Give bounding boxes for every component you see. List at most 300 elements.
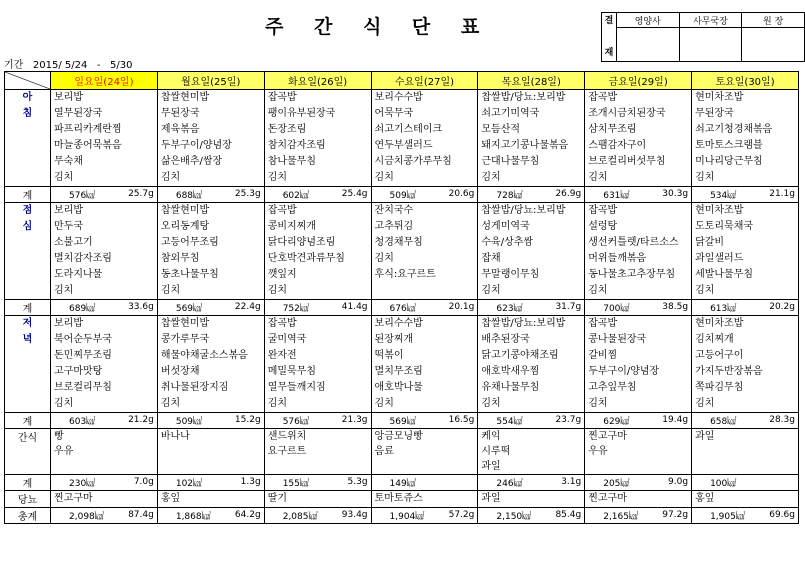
breakfast-cell — [478, 90, 585, 187]
menu-item: 보리밥 — [54, 92, 83, 103]
protein: 57.2g — [448, 510, 475, 520]
snack_nut-cell — [371, 475, 478, 491]
dinner-cell — [585, 316, 692, 413]
calories: 2,085㎉ — [282, 511, 318, 522]
menu-item: 된장찌개 — [374, 334, 414, 345]
total_nut-cell — [264, 508, 371, 524]
approval-box — [601, 12, 805, 62]
menu-item: 두부구이/양념장 — [160, 140, 232, 151]
breakfast_nut-row — [5, 187, 799, 203]
menu-item: 애호박새우찜 — [481, 366, 540, 377]
protein: 87.4g — [128, 510, 154, 520]
menu-item: 김치 — [54, 398, 74, 409]
calories: 576㎉ — [282, 416, 309, 427]
snack_nut-cell — [51, 475, 158, 491]
menu-item: 멸치감자조림 — [54, 253, 112, 264]
calories: 1,904㎉ — [389, 511, 425, 522]
menu-item: 취나물된장지짐 — [160, 382, 229, 393]
protein: 69.6g — [769, 510, 795, 520]
calories: 509㎉ — [389, 190, 416, 201]
lunch-cell — [692, 203, 799, 300]
breakfast_nut-cell — [157, 187, 264, 203]
corner-cell — [5, 72, 51, 90]
total_nut-cell — [585, 508, 692, 524]
menu-item: 김치 — [588, 285, 608, 296]
protein: 23.7g — [555, 415, 582, 425]
menu-item: 깻잎지 — [267, 269, 297, 280]
menu-item: 김치 — [481, 172, 501, 183]
protein: 22.4g — [234, 302, 261, 312]
protein: 20.2g — [769, 302, 795, 312]
snack_nut-cell — [478, 475, 585, 491]
breakfast_nut-cell — [692, 187, 799, 203]
calories: 569㎉ — [389, 416, 416, 427]
snack_nut-label: 계 — [5, 475, 51, 491]
protein: 1.3g — [240, 477, 261, 487]
approval-header: 원 장 — [742, 13, 805, 28]
calories: 728㎉ — [496, 190, 523, 201]
dinner_nut-cell — [692, 413, 799, 429]
total_nut-cell — [157, 508, 264, 524]
calories: 149㎉ — [389, 478, 416, 489]
snack-item — [51, 459, 157, 474]
menu-item: 배추된장국 — [481, 334, 530, 345]
menu-item: 무된장국 — [695, 108, 734, 119]
calories: 100㎉ — [710, 478, 737, 489]
calories: 1,905㎉ — [710, 511, 745, 522]
snack-item: 앙금모닝빵 — [374, 431, 423, 442]
menu-item: 동나물초고추장무침 — [588, 269, 676, 280]
snack-item: 찐고구마 — [588, 431, 627, 442]
approval-side-label: 결 재 — [602, 13, 617, 62]
menu-item: 현미차조밥 — [695, 92, 744, 103]
menu-item: 도라지나물 — [54, 269, 103, 280]
dinner-cell — [692, 316, 799, 413]
menu-item: 김치 — [481, 398, 501, 409]
calories: 205㎉ — [603, 478, 630, 489]
snack-item — [372, 459, 478, 474]
menu-item: 조개시금치된장국 — [588, 108, 666, 119]
diabetic-cell — [157, 491, 264, 508]
menu-item: 마늘종어묵볶음 — [54, 140, 122, 151]
menu-item: 닭고기콩야채조림 — [481, 350, 559, 361]
menu-item: 설렁탕 — [588, 221, 618, 232]
menu-item: 고추잎무침 — [588, 382, 637, 393]
lunch_nut-row — [5, 300, 799, 316]
protein: 19.4g — [662, 415, 689, 425]
day-header: 화요일(26일) — [264, 72, 371, 90]
protein: 21.1g — [769, 189, 795, 199]
diabetic-item: 딸기 — [267, 493, 288, 504]
lunch-row — [5, 203, 799, 300]
calories: 155㎉ — [282, 478, 309, 489]
menu-item: 돈장조림 — [267, 124, 307, 135]
calories: 1,868㎉ — [175, 511, 211, 522]
menu-item: 찹쌀밥/당뇨:보리밥 — [481, 318, 566, 329]
menu-item: 토마토스크램블 — [695, 140, 763, 151]
protein: 41.4g — [341, 302, 368, 312]
period-line — [4, 56, 132, 71]
diabetic-item: 찐고구마 — [588, 493, 627, 504]
protein: 21.3g — [341, 415, 368, 425]
menu-item: 갈비찜 — [588, 350, 618, 361]
diabetic-item: 찐고구마 — [54, 493, 93, 504]
lunch-cell — [478, 203, 585, 300]
menu-item: 오리동계탕 — [160, 221, 210, 232]
menu-item: 쇠고기미역국 — [481, 108, 540, 119]
lunch_nut-cell — [264, 300, 371, 316]
menu-item: 시금치콩가루무침 — [374, 156, 452, 167]
snack-cell — [157, 429, 264, 475]
calories: 230㎉ — [69, 478, 96, 489]
menu-item: 성게미역국 — [481, 221, 530, 232]
snack-item: 과일 — [695, 431, 715, 442]
menu-item: 청경채무침 — [374, 237, 423, 248]
dinner_nut-cell — [264, 413, 371, 429]
snack-cell — [478, 429, 585, 475]
menu-item: 브로컬리무침 — [54, 382, 112, 393]
lunch-cell — [371, 203, 478, 300]
menu-item: 김치 — [695, 285, 715, 296]
snack-item: 과일 — [481, 461, 501, 472]
breakfast_nut-label: 계 — [5, 187, 51, 203]
day-header-row — [5, 72, 799, 90]
menu-item: 고구마맛탕 — [54, 366, 103, 377]
breakfast_nut-cell — [264, 187, 371, 203]
menu-item: 현미차조밥 — [695, 205, 744, 216]
menu-item: 완자전 — [267, 350, 297, 361]
menu-item: 김치 — [588, 398, 608, 409]
protein: 16.5g — [448, 415, 475, 425]
menu-item: 김치 — [695, 172, 715, 183]
snack-item: 음료 — [374, 446, 394, 457]
menu-item: 근대나물무침 — [481, 156, 540, 167]
total_nut-label: 총계 — [5, 508, 51, 524]
menu-item: 팽이유부된장국 — [267, 108, 336, 119]
calories: 688㎉ — [175, 190, 203, 201]
menu-item: 삶은배추/쌈장 — [160, 156, 223, 167]
calories: 623㎉ — [496, 303, 523, 314]
menu-item: 굴미역국 — [267, 334, 307, 345]
calories: 603㎉ — [69, 416, 96, 427]
lunch_nut-cell — [371, 300, 478, 316]
menu-item: 열무된장국 — [54, 108, 103, 119]
dinner-cell — [264, 316, 371, 413]
dinner_nut-cell — [371, 413, 478, 429]
lunch-label: 점 심 — [5, 203, 51, 300]
lunch_nut-label: 계 — [5, 300, 51, 316]
total_nut-cell — [371, 508, 478, 524]
snack-cell — [692, 429, 799, 475]
menu-item: 쪽파김무침 — [695, 382, 744, 393]
breakfast-row — [5, 90, 799, 187]
lunch_nut-cell — [157, 300, 264, 316]
menu-item: 단호박견과류무침 — [267, 253, 345, 264]
lunch_nut-cell — [478, 300, 585, 316]
snack_nut-cell — [264, 475, 371, 491]
lunch_nut-cell — [692, 300, 799, 316]
menu-item: 제육볶음 — [160, 124, 200, 135]
menu-item — [372, 283, 478, 299]
menu-item: 찹쌀현미밥 — [160, 205, 210, 216]
lunch_nut-cell — [51, 300, 158, 316]
menu-item: 김치 — [695, 398, 715, 409]
menu-item: 파프리카계란찜 — [54, 124, 122, 135]
snack_nut-row — [5, 475, 799, 491]
breakfast-cell — [692, 90, 799, 187]
period-label: 기간 — [4, 60, 24, 71]
lunch-cell — [157, 203, 264, 300]
dinner_nut-cell — [157, 413, 264, 429]
breakfast-cell — [51, 90, 158, 187]
menu-item: 가지두반장볶음 — [695, 366, 763, 377]
menu-item: 김치 — [374, 172, 394, 183]
dinner-cell — [51, 316, 158, 413]
day-header: 일요일(24일) — [51, 72, 158, 90]
protein: 93.4g — [341, 510, 368, 520]
menu-item: 메밀묵무침 — [267, 366, 316, 377]
menu-item: 브로컬리버섯무침 — [588, 156, 666, 167]
calories: 102㎉ — [175, 478, 203, 489]
menu-item: 잡곡밥 — [267, 318, 297, 329]
calories: 2,098㎉ — [69, 511, 104, 522]
menu-item: 해물야채굴소스볶음 — [160, 350, 248, 361]
menu-item: 무말랭이무침 — [481, 269, 540, 280]
menu-item: 참외무침 — [160, 253, 200, 264]
menu-item: 찹쌀현미밥 — [160, 318, 210, 329]
snack-item: 빵 — [54, 431, 64, 442]
breakfast_nut-cell — [371, 187, 478, 203]
menu-item: 김치 — [374, 398, 394, 409]
menu-item: 콩나물된장국 — [588, 334, 647, 345]
menu-item: 동초나물무침 — [160, 269, 219, 280]
menu-item: 애호박나물 — [374, 382, 423, 393]
diabetic-cell — [264, 491, 371, 508]
menu-item: 김치 — [160, 172, 181, 183]
dinner-cell — [371, 316, 478, 413]
snack-cell — [51, 429, 158, 475]
dinner_nut-row — [5, 413, 799, 429]
calories: 689㎉ — [69, 303, 96, 314]
snack-item: 요구르트 — [267, 446, 307, 457]
calories: 246㎉ — [496, 478, 523, 489]
menu-item: 닭갈비 — [695, 237, 725, 248]
approval-signature-cell — [679, 28, 742, 62]
calories: 509㎉ — [175, 416, 203, 427]
snack_nut-cell — [157, 475, 264, 491]
weekly-menu-table — [4, 71, 799, 524]
menu-item: 고등어구이 — [695, 350, 744, 361]
menu-item: 어묵무국 — [374, 108, 414, 119]
menu-item: 김치 — [481, 285, 501, 296]
protein: 5.3g — [347, 477, 368, 487]
menu-item: 보리수수밥 — [374, 318, 423, 329]
menu-item: 과일샐러드 — [695, 253, 744, 264]
approval-signature-cell — [742, 28, 805, 62]
calories: 631㎉ — [603, 190, 630, 201]
dinner_nut-cell — [478, 413, 585, 429]
menu-item: 찹쌀밥/당뇨:보리밥 — [481, 92, 566, 103]
snack-cell — [371, 429, 478, 475]
menu-item: 무숙채 — [54, 156, 83, 167]
breakfast_nut-cell — [585, 187, 692, 203]
menu-item: 잡곡밥 — [588, 205, 618, 216]
menu-item: 연두부샐러드 — [374, 140, 433, 151]
menu-item: 찹쌀밥/당뇨:보리밥 — [481, 205, 566, 216]
total_nut-row — [5, 508, 799, 524]
snack-item — [692, 459, 798, 474]
menu-item: 돼지고기콩나물볶음 — [481, 140, 569, 151]
menu-item: 김치 — [374, 253, 394, 264]
protein: 15.2g — [234, 415, 261, 425]
calories: 534㎉ — [710, 190, 737, 201]
snack-item: 케익 — [481, 431, 501, 442]
snack-item — [585, 459, 691, 474]
menu-item: 잡채 — [481, 253, 501, 264]
approval-header: 사무국장 — [679, 13, 742, 28]
calories: 613㎉ — [710, 303, 737, 314]
snack-item — [158, 459, 264, 474]
snack-cell — [264, 429, 371, 475]
snack-cell — [585, 429, 692, 475]
lunch_nut-cell — [585, 300, 692, 316]
approval-signature-cell — [616, 28, 679, 62]
protein: 26.9g — [555, 189, 582, 199]
protein: 7.0g — [133, 477, 154, 487]
menu-item: 보리수수밥 — [374, 92, 423, 103]
calories: 752㎉ — [282, 303, 309, 314]
diabetic-item: 과일 — [481, 493, 501, 504]
menu-item: 멸치무조림 — [374, 366, 423, 377]
protein: 25.4g — [341, 189, 368, 199]
calories: 569㎉ — [175, 303, 203, 314]
period-dates: 2015/ 5/24 - 5/30 — [32, 60, 133, 71]
breakfast-cell — [264, 90, 371, 187]
menu-item: 김치 — [588, 172, 608, 183]
dinner_nut-cell — [585, 413, 692, 429]
approval-header: 영양사 — [616, 13, 679, 28]
protein: 97.2g — [662, 510, 689, 520]
lunch-cell — [51, 203, 158, 300]
menu-item: 고등어무조림 — [160, 237, 219, 248]
protein: 30.3g — [662, 189, 689, 199]
menu-item: 김치 — [267, 285, 288, 296]
snack-item: 샌드위치 — [267, 431, 307, 442]
day-header: 목요일(28일) — [478, 72, 585, 90]
menu-item: 참치감자조림 — [267, 140, 326, 151]
menu-item: 소불고기 — [54, 237, 93, 248]
snack-item — [158, 444, 264, 459]
protein: 25.3g — [234, 189, 261, 199]
snack-row — [5, 429, 799, 475]
menu-item: 무된장국 — [160, 108, 200, 119]
day-header: 월요일(25일) — [157, 72, 264, 90]
menu-item: 잔치국수 — [374, 205, 414, 216]
menu-item: 수육/상추쌈 — [481, 237, 534, 248]
menu-item: 김치 — [267, 172, 288, 183]
calories: 2,150㎉ — [496, 511, 532, 522]
menu-item: 버섯장채 — [160, 366, 200, 377]
breakfast_nut-cell — [478, 187, 585, 203]
protein: 85.4g — [555, 510, 582, 520]
protein: 20.1g — [448, 302, 475, 312]
dinner-row — [5, 316, 799, 413]
menu-item: 김치 — [160, 398, 181, 409]
day-header: 수요일(27일) — [371, 72, 478, 90]
menu-item: 김치 — [160, 285, 181, 296]
menu-item: 두부구이/양념장 — [588, 366, 660, 377]
snack-item: 바나나 — [160, 431, 190, 442]
menu-item: 잡곡밥 — [267, 205, 297, 216]
snack-item — [265, 459, 371, 474]
diabetic-item: 토마토쥬스 — [374, 493, 423, 504]
menu-item: 콩비지찌개 — [267, 221, 316, 232]
menu-item: 김치 — [267, 398, 288, 409]
total_nut-cell — [478, 508, 585, 524]
menu-item: 미나리당근무침 — [695, 156, 763, 167]
menu-item: 생선커틀렛/타르소스 — [588, 237, 679, 248]
menu-item: 삼치무조림 — [588, 124, 637, 135]
menu-item: 김치찌개 — [695, 334, 734, 345]
snack-item: 시루떡 — [481, 446, 511, 457]
menu-item: 김치 — [54, 172, 74, 183]
calories: 658㎉ — [710, 416, 737, 427]
menu-item: 모듬산적 — [481, 124, 521, 135]
menu-item: 콩가루무국 — [160, 334, 210, 345]
breakfast-label: 아 침 — [5, 90, 51, 187]
diabetic-cell — [51, 491, 158, 508]
menu-item: 보리밥 — [54, 318, 83, 329]
diabetic-item: 홍잎 — [160, 493, 181, 504]
protein: 9.0g — [668, 477, 689, 487]
menu-item: 돈민찌무조림 — [54, 350, 112, 361]
menu-item: 열무들깨지짐 — [267, 382, 326, 393]
day-header: 금요일(29일) — [585, 72, 692, 90]
calories: 602㎉ — [282, 190, 309, 201]
protein: 64.2g — [234, 510, 261, 520]
snack-item — [692, 444, 798, 459]
lunch-cell — [585, 203, 692, 300]
menu-item: 잡곡밥 — [267, 92, 297, 103]
menu-item: 현미차조밥 — [695, 318, 744, 329]
menu-item: 고추튀김 — [374, 221, 414, 232]
diabetic-cell — [478, 491, 585, 508]
diabetic-cell — [692, 491, 799, 508]
menu-item: 후식:요구르트 — [374, 269, 436, 280]
breakfast-cell — [371, 90, 478, 187]
diabetic-label: 당뇨 — [5, 491, 51, 508]
total_nut-cell — [692, 508, 799, 524]
day-header: 토요일(30일) — [692, 72, 799, 90]
calories: 629㎉ — [603, 416, 630, 427]
calories: 2,165㎉ — [603, 511, 638, 522]
dinner_nut-cell — [51, 413, 158, 429]
menu-item: 잡곡밥 — [588, 92, 618, 103]
protein: 31.7g — [555, 302, 582, 312]
protein: 38.5g — [662, 302, 689, 312]
dinner-cell — [478, 316, 585, 413]
protein: 3.1g — [561, 477, 582, 487]
protein: 25.7g — [128, 189, 154, 199]
calories: 700㎉ — [603, 303, 630, 314]
protein: 28.3g — [769, 415, 795, 425]
menu-item: 도토리묵채국 — [695, 221, 754, 232]
menu-item: 김치 — [54, 285, 74, 296]
diabetic-item: 홍잎 — [695, 493, 715, 504]
calories: 576㎉ — [69, 190, 96, 201]
protein: 20.6g — [448, 189, 475, 199]
menu-item: 머위들깨볶음 — [588, 253, 647, 264]
